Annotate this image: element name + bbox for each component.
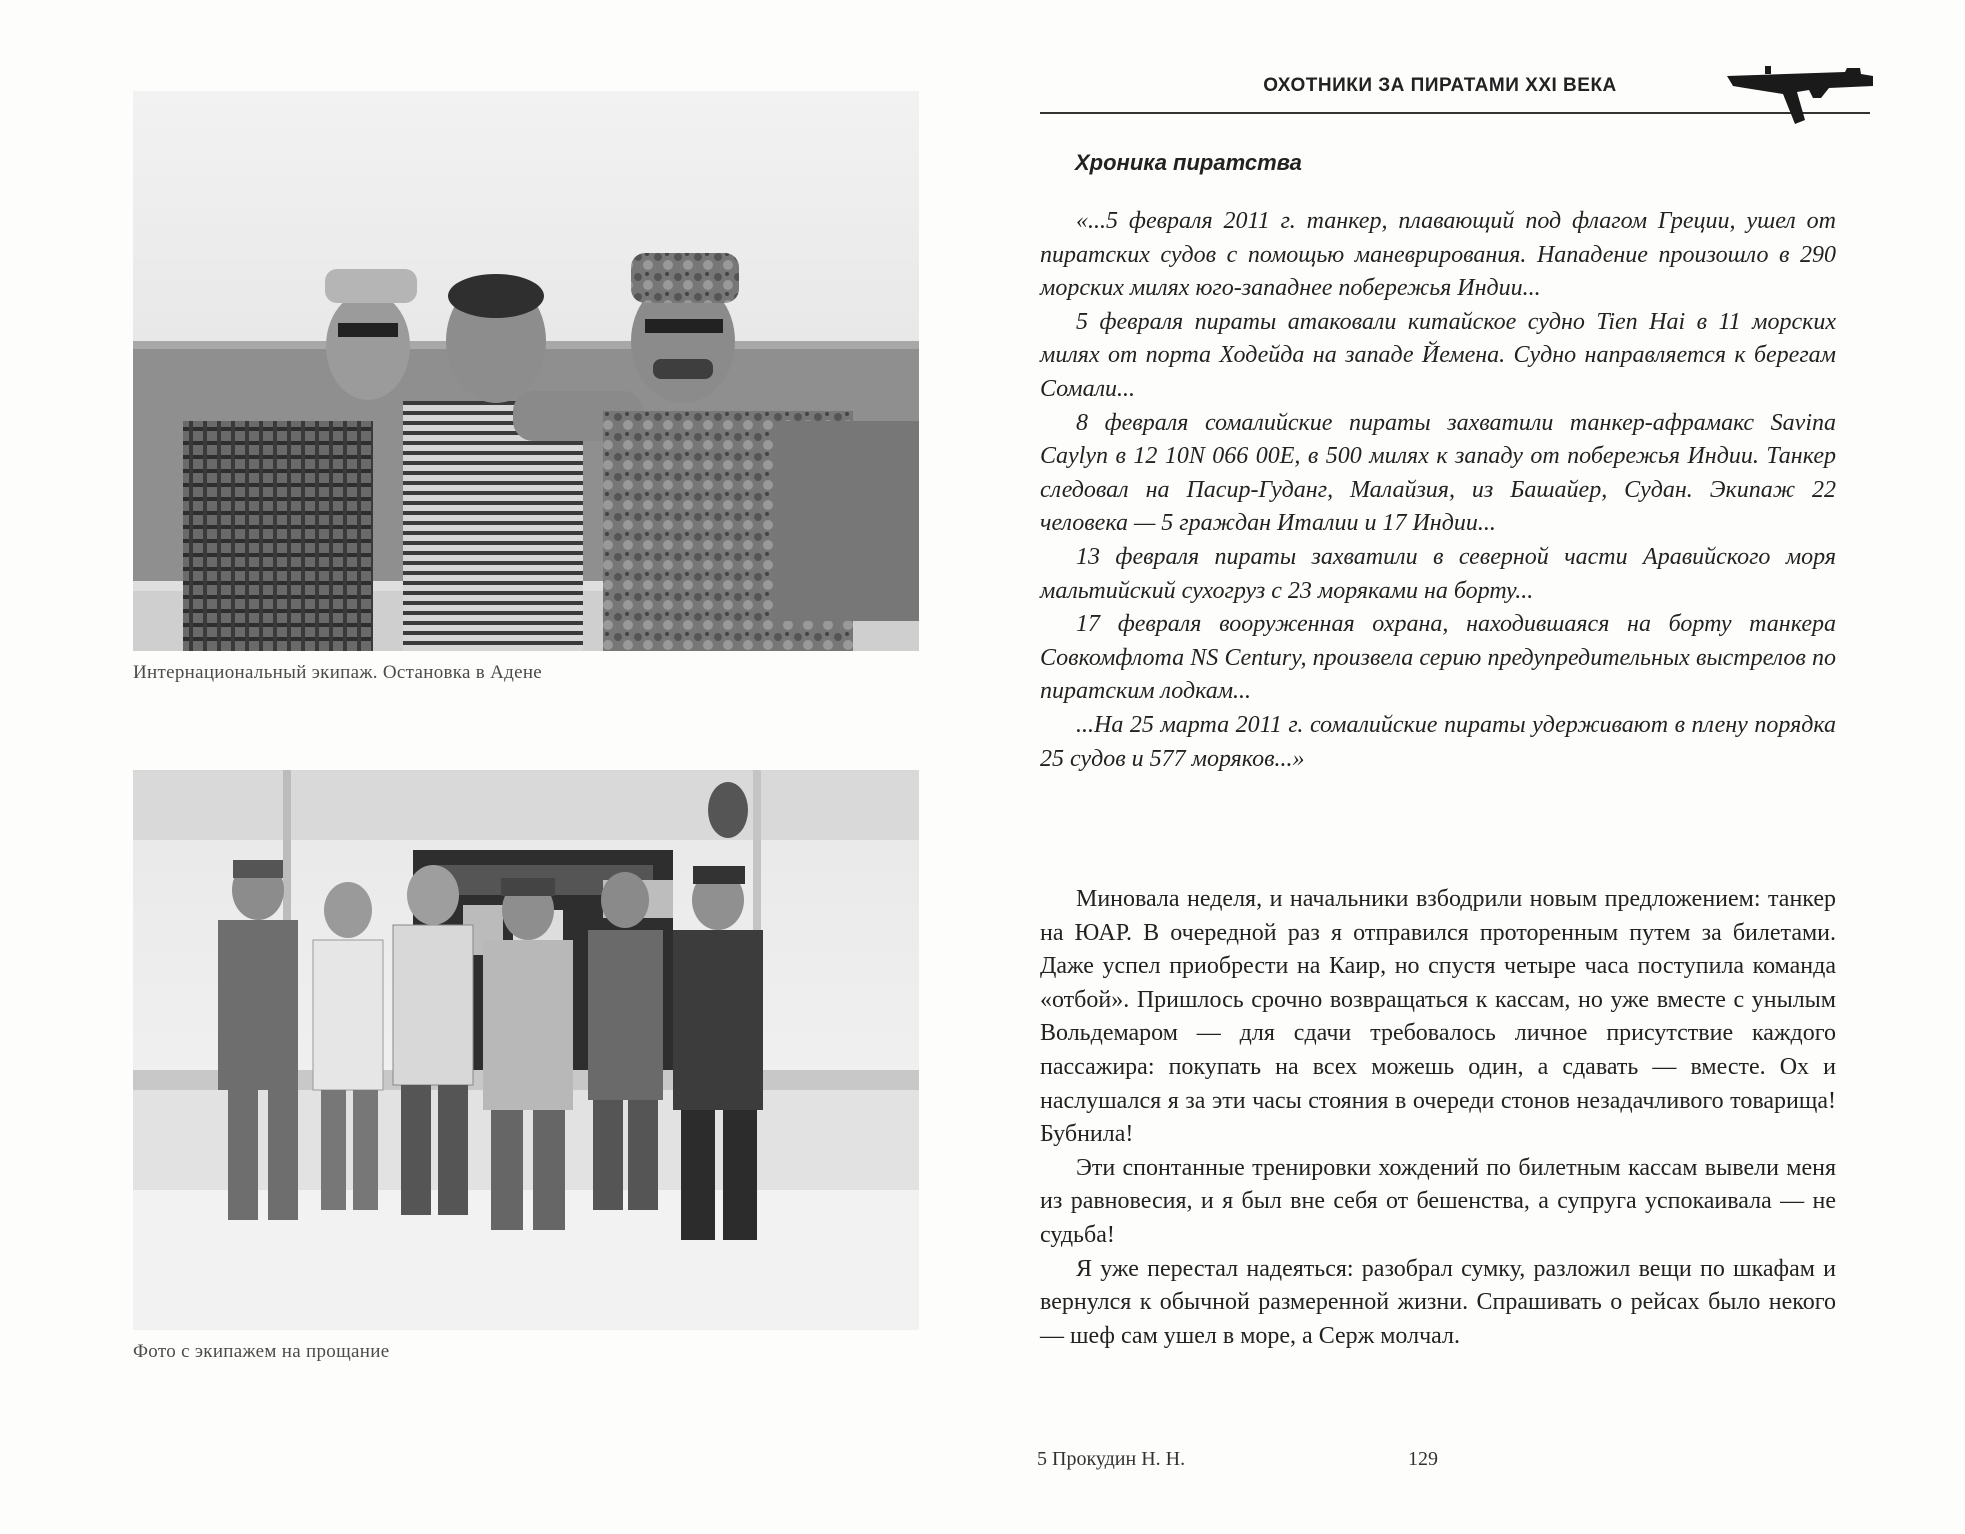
body-text	[1040, 883, 1836, 1353]
chronicle-quote	[1040, 205, 1836, 776]
chronicle-paragraph: 17 февраля вооруженная охрана, находившаяся на борту танкера Совкомфлота NS Century, произвела серию предупредительных выстрелов по пиратским лодкам...	[1040, 611, 1836, 705]
photo-caption: Интернациональный экипаж. Остановка в Адене	[133, 662, 543, 683]
photo-crew-farewell-image	[133, 770, 919, 1330]
chronicle-paragraph: 5 февраля пираты атаковали китайское судно Tien Hai в 11 морских милях от порта Ходейда на западе Йемена. Судно направляется к берегам Сомали...	[1040, 308, 1836, 402]
photo-crew-aden	[133, 91, 919, 651]
rifle-icon	[1725, 58, 1875, 128]
photo-crew-farewell	[133, 770, 919, 1330]
chronicle-paragraph: 8 февраля сомалийские пираты захватили танкер-афрамакс Savina Caylyn в 12 10N 066 00E, в 500 милях к западу от побережья Индии. Танкер следовал на Пасир-Гуданг, Малайзия, из Башайер, Судан. Экипаж 22 человека — 5 граждан Италии и 17 Индии...	[1040, 409, 1836, 537]
footer-signature: 5 Прокудин Н. Н.	[1037, 1448, 1186, 1470]
body-paragraph: Я уже перестал надеяться: разобрал сумку, разложил вещи по шкафам и вернулся к обычной размеренной жизни. Спрашивать о рейсах было некого — шеф сам ушел в море, а Серж молчал.	[1040, 1255, 1836, 1349]
photo-caption: Фото с экипажем на прощание	[133, 1341, 390, 1362]
body-paragraph: Миновала неделя, и начальники взбодрили новым предложением: танкер на ЮАР. В очередной раз я отправился проторенным путем за билетами. Даже успел приобрести на Каир, но спустя четыре часа поступила команда «отбой». Пришлось срочно возвращаться к кассам, но уже вместе с унылым Вольдемаром — для сдачи требовалось личное присутствие каждого пассажира: покупать на всех можешь один, а сдавать — вместе. Ох и наслушался я за эти часы стояния в очереди стонов незадачливого товарища! Бубнила!	[1040, 886, 1836, 1148]
body-paragraph: Эти спонтанные тренировки хождений по билетным кассам вывели меня из равновесия, и я был вне себя от бешенства, а супруга успокаивала — не судьба!	[1040, 1154, 1836, 1248]
page-number: 129	[1408, 1448, 1438, 1470]
photo-crew-aden-image	[133, 91, 919, 651]
chronicle-paragraph: 13 февраля пираты захватили в северной части Аравийского моря мальтийский сухогруз с 23 моряками на борту...	[1040, 543, 1836, 604]
chronicle-paragraph: «...5 февраля 2011 г. танкер, плавающий под флагом Греции, ушел от пиратских судов с помощью маневрирования. Нападение произошло в 290 морских милях юго-западнее побережья Индии...	[1040, 208, 1836, 302]
section-title: Хроника пиратства	[1075, 150, 1302, 175]
chronicle-paragraph: ...На 25 марта 2011 г. сомалийские пираты удерживают в плену порядка 25 судов и 577 моряков...»	[1040, 711, 1836, 772]
running-header: ОХОТНИКИ ЗА ПИРАТАМИ XXI ВЕКА	[1263, 75, 1617, 96]
